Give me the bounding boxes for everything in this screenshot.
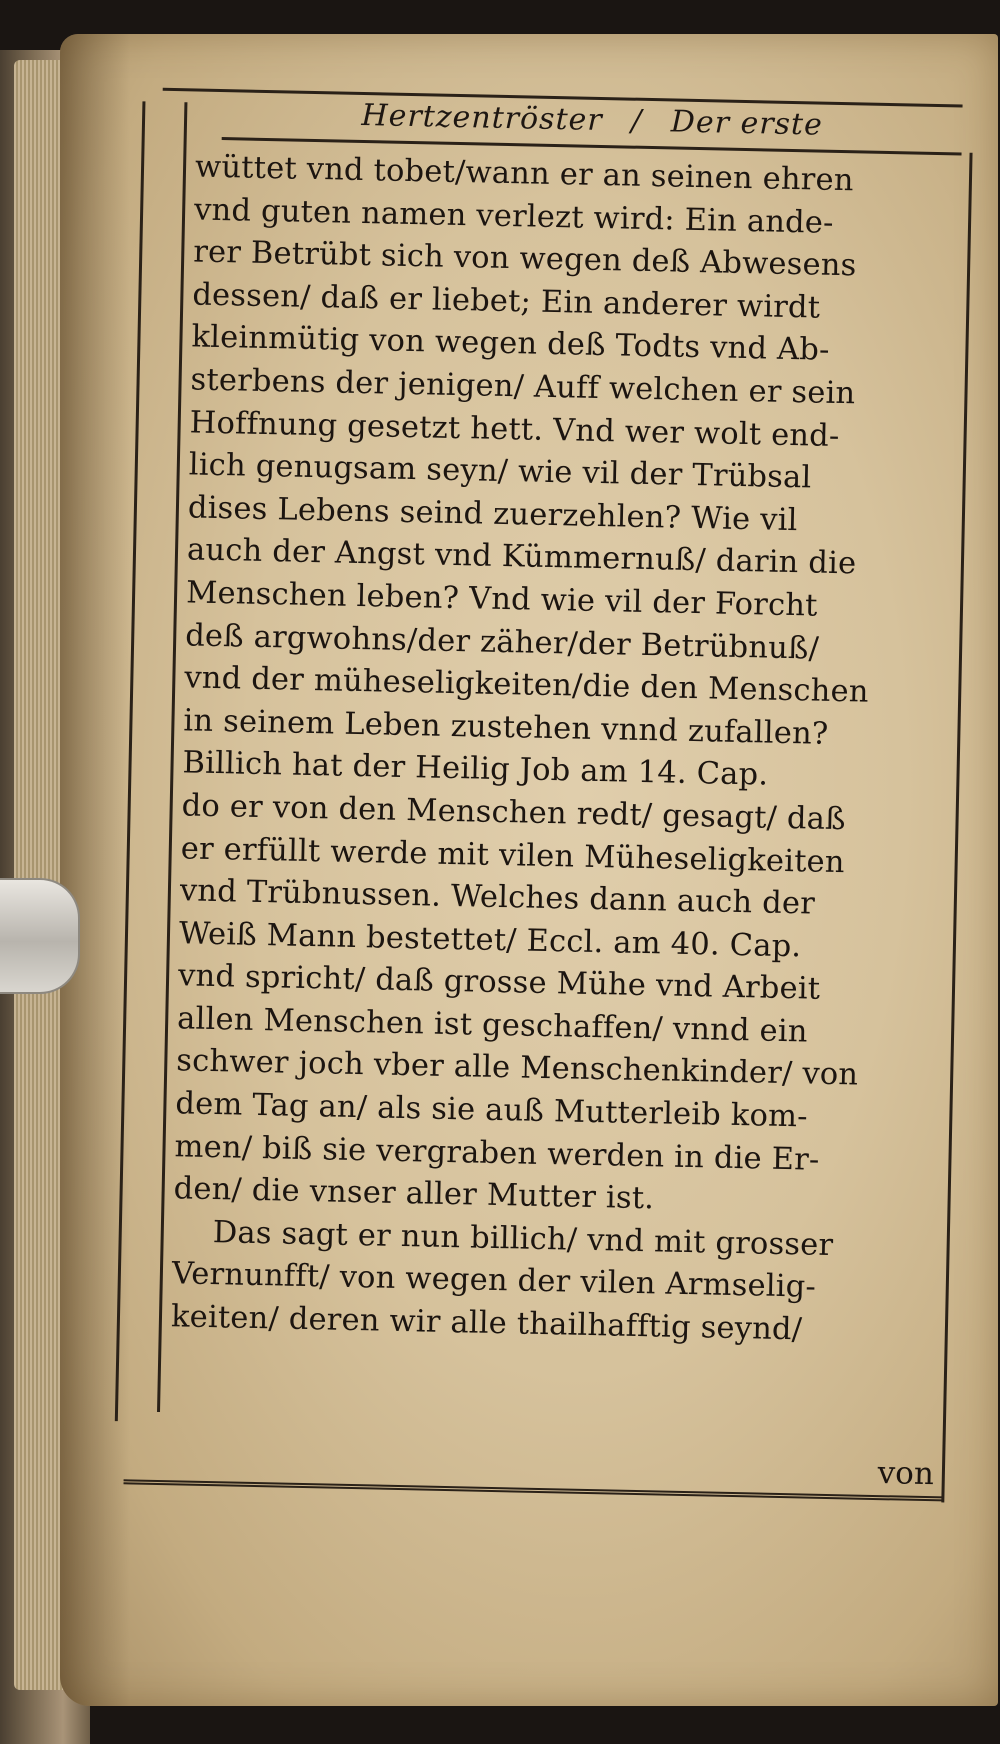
text-line: den/ die vnser aller Mutter ist. bbox=[173, 1171, 655, 1217]
text-line: Menschen leben? Vnd wie vil der Forcht bbox=[185, 575, 818, 624]
catchword: von bbox=[877, 1455, 935, 1493]
text-line: Weiß Mann bestettet/ Eccl. am 40. Cap. bbox=[178, 915, 802, 965]
header-separator: / bbox=[630, 103, 643, 139]
text-line: auch der Angst vnd Kümmernuß/ darin die bbox=[186, 532, 857, 582]
text-line: allen Menschen ist geschaffen/ vnnd ein bbox=[176, 1001, 808, 1050]
text-line: vnd guten namen verlezt wird: Ein ande- bbox=[193, 192, 834, 241]
text-line: in seinem Leben zustehen vnnd zufallen? bbox=[183, 703, 829, 752]
text-line: dises Lebens seind zuerzehlen? Wie vil bbox=[187, 490, 798, 538]
text-line: wüttet vnd tobet/wann er an seinen ehren bbox=[194, 149, 854, 199]
text-line: Hoffnung gesetzt hett. Vnd wer wolt end- bbox=[189, 404, 840, 454]
text-line: er erfüllt werde mit vilen Müheseligkeiten bbox=[180, 830, 846, 880]
page-gutter-shadow bbox=[60, 34, 130, 1706]
text-line: dem Tag an/ als sie auß Mutterleib kom- bbox=[175, 1086, 809, 1135]
text-frame bbox=[133, 88, 962, 1504]
text-line: vnd spricht/ daß grosse Mühe vnd Arbeit bbox=[177, 958, 821, 1008]
text-line: keiten/ deren wir alle thailhafftig seynd/ bbox=[170, 1299, 803, 1348]
text-line: lich genugsam seyn/ wie vil der Trübsal bbox=[188, 447, 812, 496]
text-line: vnd der müheseligkeiten/die den Menschen bbox=[184, 660, 869, 710]
text-line: rer Betrübt sich von wegen deß Abwesens bbox=[192, 234, 857, 284]
text-line: Das sagt er nun billich/ vnd mit grosser bbox=[212, 1214, 834, 1263]
header-title: Hertzentröster bbox=[361, 97, 604, 138]
text-line: schwer joch vber alle Menschenkinder/ von bbox=[175, 1043, 859, 1094]
page-clip bbox=[0, 878, 80, 994]
text-line: do er von den Menschen redt/ gesagt/ daß bbox=[181, 788, 847, 838]
text-line: Billich hat der Heilig Job am 14. Cap. bbox=[182, 745, 769, 793]
text-line: men/ biß sie vergraben werden in die Er- bbox=[174, 1128, 820, 1178]
body-text bbox=[171, 146, 966, 1354]
text-line: kleinmütig von wegen deß Todts vnd Ab- bbox=[191, 319, 830, 369]
text-line: sterbens der jenigen/ Auff welchen er sein bbox=[190, 362, 856, 412]
text-line: deß argwohns/der zäher/der Betrübnuß/ bbox=[184, 617, 820, 667]
text-line: dessen/ daß er liebet; Ein anderer wirdt bbox=[192, 277, 821, 326]
text-line: vnd Trübnussen. Welches dann auch der bbox=[179, 873, 816, 922]
text-line: Vernunfft/ von wegen der vilen Armselig- bbox=[171, 1256, 817, 1306]
header-section: Der erste bbox=[670, 104, 824, 143]
